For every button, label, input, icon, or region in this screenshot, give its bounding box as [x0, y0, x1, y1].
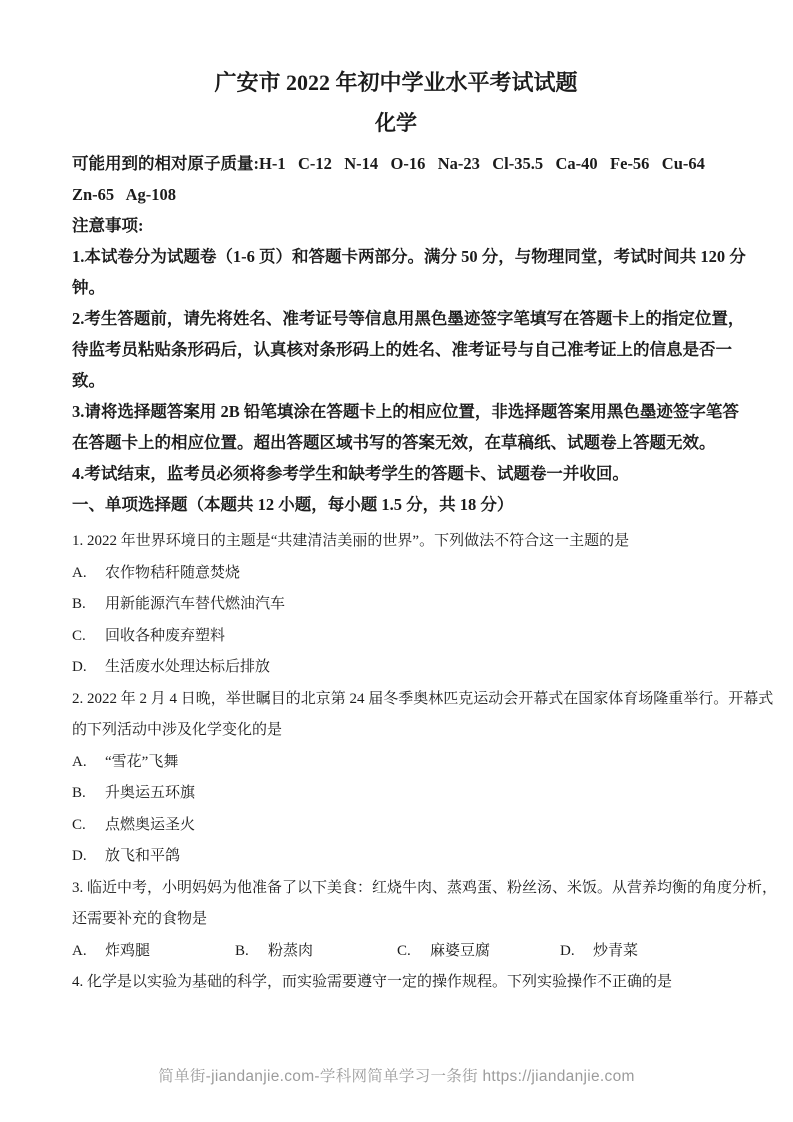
option-letter: A.: [72, 942, 87, 959]
subject-title: 化学: [375, 111, 417, 135]
option-letter: C.: [397, 942, 411, 959]
question-1-stem: 1. 2022 年世界环境日的主题是“共建清洁美丽的世界”。下列做法不符合这一主题的是: [72, 533, 630, 549]
option-letter: D.: [72, 659, 87, 675]
notice-item-2-line-2: 待监考员粘贴条形码后，认真核对条形码上的姓名、准考证号与自己准考证上的信息是否一: [72, 340, 732, 359]
option-letter: C.: [72, 627, 86, 644]
question-3-option-b: [235, 936, 397, 968]
question-4-stem: 4. 化学是以实验为基础的科学，而实验需要遵守一定的操作规程。下列实验操作不正确的是: [72, 974, 673, 990]
questions-block: [72, 526, 778, 999]
question-2-option-b: [72, 778, 720, 810]
option-letter: D.: [72, 848, 87, 864]
option-text: 放飞和平鸽: [105, 848, 181, 864]
question-2-stem-line-2: 的下列活动中涉及化学变化的是: [72, 722, 283, 738]
section-heading: 一、单项选择题（本题共 12 小题，每小题 1.5 分，共 18 分）: [72, 495, 514, 514]
question-1-option-b: [72, 589, 720, 621]
option-text: 回收各种废弃塑料: [105, 627, 226, 644]
option-text: 升奥运五环旗: [105, 785, 196, 801]
page-title: 广安市 2022 年初中学业水平考试试题: [214, 70, 578, 95]
notice-item-1-line-2: 钟。: [72, 278, 105, 297]
question-2-option-a: [72, 747, 720, 779]
notice-heading: 注意事项:: [72, 216, 144, 235]
instructions-block: [72, 148, 746, 520]
option-text: 用新能源汽车替代燃油汽车: [105, 596, 286, 612]
option-letter: A.: [72, 564, 87, 581]
option-letter: B.: [72, 785, 86, 801]
question-2-stem-line-1: 2. 2022 年 2 月 4 日晚，举世瞩目的北京第 24 届冬季奥林匹克运动会开幕式在国家体育场隆重举行。开幕式: [72, 690, 774, 707]
notice-item-3-line-1: 3.请将选择题答案用 2B 铅笔填涂在答题卡上的相应位置，非选择题答案用黑色墨迹签字笔答: [72, 402, 739, 421]
option-letter: A.: [72, 753, 87, 770]
option-letter: C.: [72, 816, 86, 833]
question-1-option-d: [72, 652, 720, 684]
content-area: [72, 0, 778, 999]
option-letter: B.: [235, 942, 249, 959]
option-text: 粉蒸肉: [268, 942, 314, 959]
question-2-option-c: [72, 810, 720, 842]
option-letter: D.: [560, 942, 575, 959]
notice-item-2-line-3: 致。: [72, 371, 105, 390]
question-3-option-c: [397, 936, 560, 968]
notice-item-4-line-1: 4.考试结束，监考员必须将参考学生和缺考学生的答题卡、试题卷一并收回。: [72, 464, 629, 483]
question-2-option-d: [72, 841, 720, 873]
option-text: 农作物秸秆随意焚烧: [105, 564, 241, 581]
notice-item-2-line-1: 2.考生答题前，请先将姓名、准考证号等信息用黑色墨迹签字笔填写在答题卡上的指定位置，: [72, 309, 745, 328]
atomic-masses-line-1: 可能用到的相对原子质量:H-1 C-12 N-14 O-16 Na-23 Cl-35.5 Ca-40 Fe-56 Cu-64: [72, 154, 705, 173]
option-text: “雪花”飞舞: [105, 753, 179, 770]
watermark-footer: 简单街-jiandanjie.com-学科网简单学习一条街 https://jiandanjie.com: [158, 1068, 635, 1085]
atomic-masses-line-2: Zn-65 Ag-108: [72, 185, 177, 204]
notice-item-3-line-2: 在答题卡上的相应位置。超出答题区域书写的答案无效，在草稿纸、试题卷上答题无效。: [72, 433, 716, 452]
question-3-stem-line-2: 还需要补充的食物是: [72, 911, 208, 927]
question-1-option-c: [72, 621, 720, 653]
option-letter: B.: [72, 596, 86, 612]
option-text: 点燃奥运圣火: [105, 816, 196, 833]
question-3-option-a: [72, 936, 235, 968]
option-text: 炸鸡腿: [105, 942, 151, 959]
option-text: 生活废水处理达标后排放: [105, 659, 271, 675]
question-3-option-d: [560, 936, 720, 968]
option-text: 麻婆豆腐: [430, 942, 491, 959]
option-text: 炒青菜: [593, 942, 639, 959]
question-3-stem-line-1: 3. 临近中考，小明妈妈为他准备了以下美食：红烧牛肉、蒸鸡蛋、粉丝汤、米饭。从营养均衡的角度分析，: [72, 879, 778, 896]
notice-item-1-line-1: 1.本试卷分为试题卷（1-6 页）和答题卡两部分。满分 50 分，与物理同堂，考试时间共 120 分: [72, 247, 746, 266]
question-3-options-row: [72, 936, 720, 968]
question-1-option-a: [72, 558, 720, 590]
